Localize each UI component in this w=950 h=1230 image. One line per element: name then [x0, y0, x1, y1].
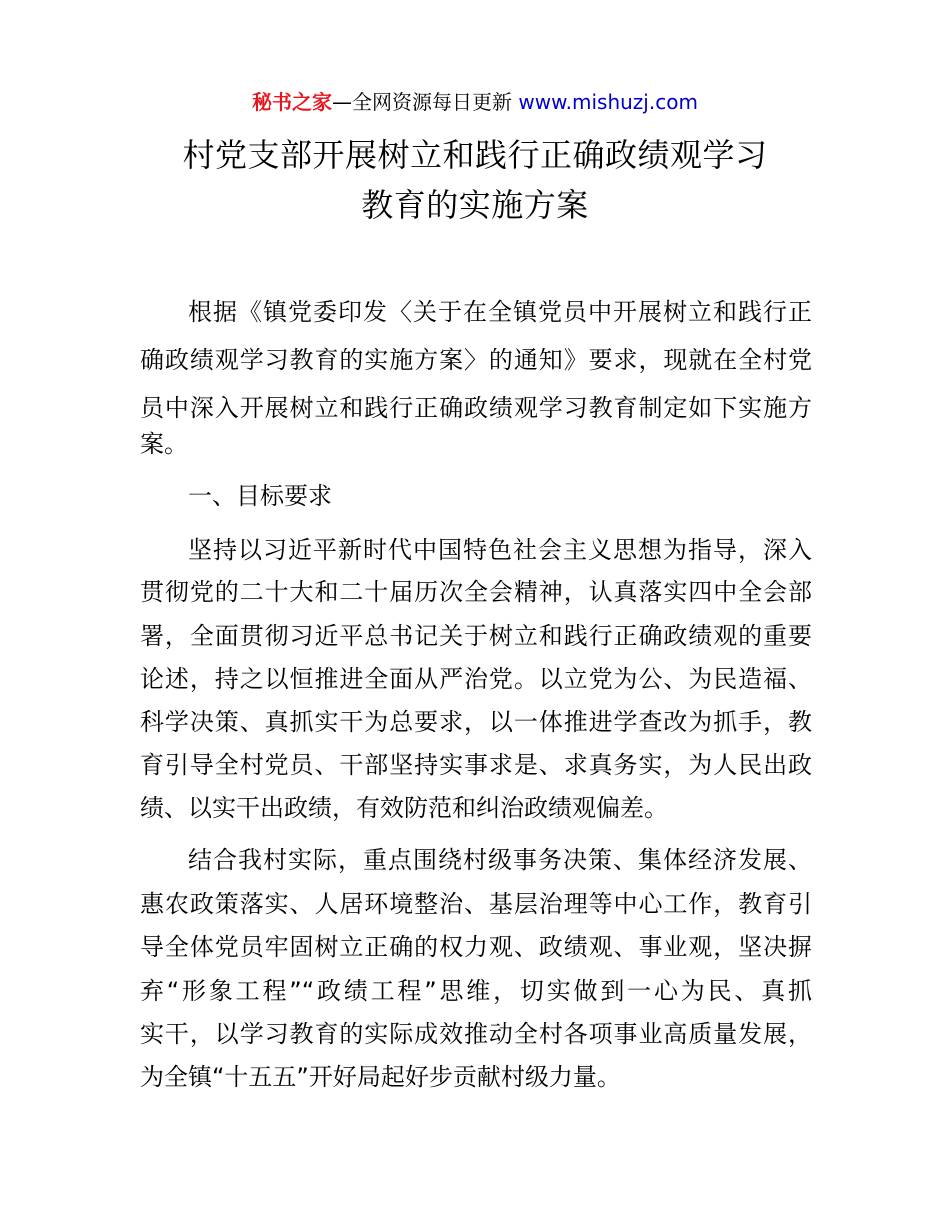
paragraph-goals-line: 署，全面贯彻习近平总书记关于树立和践行正确政绩观的重要 — [140, 622, 812, 650]
paragraph-focus-line: 实干，以学习教育的实际成效推动全村各项事业高质量发展， — [140, 1020, 812, 1048]
paragraph-focus-line: 导全体党员牢固树立正确的权力观、政绩观、事业观，坚决摒 — [140, 933, 812, 961]
paragraph-goals-line: 育引导全村党员、干部坚持实事求是、求真务实，为人民出政 — [140, 751, 812, 779]
paragraph-goals-line: 论述，持之以恒推进全面从严治党。以立党为公、为民造福、 — [140, 665, 812, 693]
site-banner — [0, 88, 950, 116]
document-title-line-2: 教育的实施方案 — [361, 186, 589, 224]
paragraph-goals-line: 科学决策、真抓实干为总要求，以一体推进学查改为抓手，教 — [140, 708, 812, 736]
paragraph-intro-line: 员中深入开展树立和践行正确政绩观学习教育制定如下实施方 — [140, 394, 812, 422]
paragraph-goals-line: 贯彻党的二十大和二十届历次全会精神，认真落实四中全会部 — [140, 578, 812, 606]
site-url-link[interactable]: www.mishuzj.com — [518, 90, 698, 114]
document-title-line-1: 村党支部开展树立和践行正确政绩观学习 — [182, 136, 768, 174]
paragraph-focus-line: 结合我村实际，重点围绕村级事务决策、集体经济发展、 — [188, 846, 812, 874]
site-slogan: —全网资源每日更新 — [332, 90, 519, 114]
paragraph-focus-line: 为全镇“十五五”开好局起好步贡献村级力量。 — [140, 1063, 621, 1091]
site-brand: 秘书之家 — [252, 90, 333, 114]
section-heading-goals: 一、目标要求 — [188, 482, 332, 510]
paragraph-focus-line: 惠农政策落实、人居环境整治、基层治理等中心工作，教育引 — [140, 890, 812, 918]
paragraph-goals-line: 绩、以实干出政绩，有效防范和纠治政绩观偏差。 — [140, 794, 668, 822]
paragraph-intro-line: 案。 — [140, 430, 188, 458]
paragraph-intro-line: 确政绩观学习教育的实施方案〉的通知》要求，现就在全村党 — [140, 346, 812, 374]
paragraph-focus-line: 弃“形象工程”“政绩工程”思维，切实做到一心为民、真抓 — [140, 977, 812, 1005]
paragraph-goals-line: 坚持以习近平新时代中国特色社会主义思想为指导，深入 — [188, 536, 812, 564]
paragraph-intro-line: 根据《镇党委印发〈关于在全镇党员中开展树立和践行正 — [188, 298, 812, 326]
